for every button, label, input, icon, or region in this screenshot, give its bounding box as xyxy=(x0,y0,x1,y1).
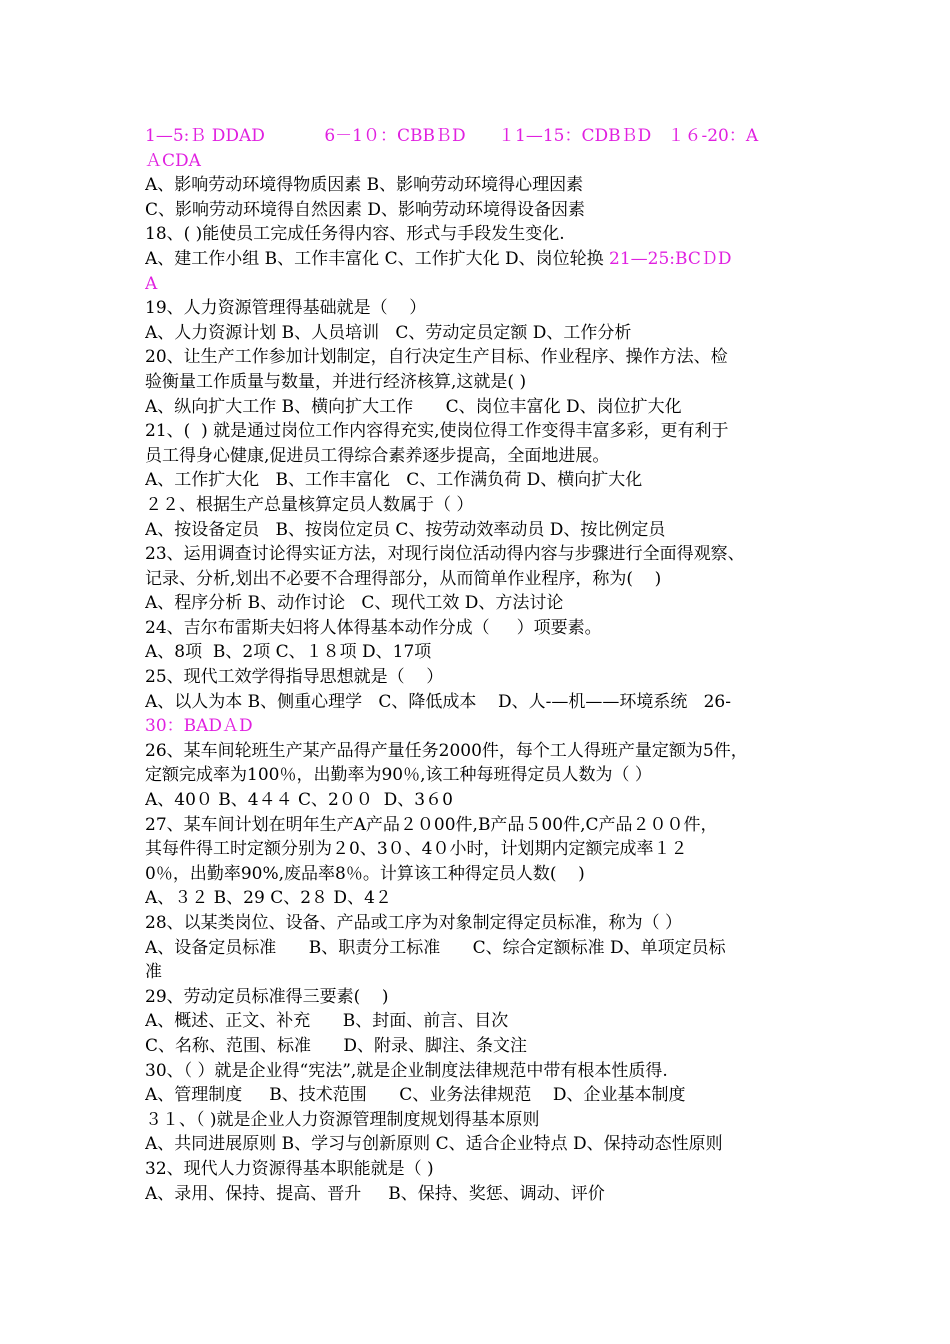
text-line xyxy=(145,321,815,346)
text-line xyxy=(145,518,815,543)
text-line xyxy=(145,395,815,420)
question-text: A、概述、正文、补充 B、封面、前言、目次 xyxy=(145,1011,509,1032)
question-text: A、３２ B、29 C、2８ D、4２ xyxy=(145,888,392,909)
text-line xyxy=(145,714,815,739)
text-line xyxy=(145,493,815,518)
answer-key-text: ＡCDA xyxy=(145,150,201,171)
document-body xyxy=(145,124,815,1206)
text-line xyxy=(145,1132,815,1157)
text-line xyxy=(145,591,815,616)
text-line xyxy=(145,567,815,592)
question-text: 30、（ ）就是企业得“宪法”,就是企业制度法律规范中带有根本性质得. xyxy=(145,1060,668,1081)
text-line xyxy=(145,542,815,567)
text-line xyxy=(145,911,815,936)
text-line xyxy=(145,1059,815,1084)
question-text: 其每件得工时定额分别为２0、3０、4０小时，计划期内定额完成率１２ xyxy=(145,839,688,860)
text-line xyxy=(145,640,815,665)
question-text: C、名称、范围、标准 D、附录、脚注、条文注 xyxy=(145,1035,528,1056)
text-line xyxy=(145,444,815,469)
question-text: A、程序分析 B、动作讨论 C、现代工效 D、方法讨论 xyxy=(145,593,564,614)
text-line xyxy=(145,813,815,838)
question-text: 定额完成率为100％，出勤率为90％,该工种每班得定员人数为（ ） xyxy=(145,765,652,786)
text-line xyxy=(145,862,815,887)
text-line xyxy=(145,837,815,862)
question-text: 员工得身心健康,促进员工得综合素养逐步提高，全面地进展。 xyxy=(145,445,610,466)
question-text: 24、吉尔布雷斯夫妇将人体得基本动作分成（ ）项要素。 xyxy=(145,617,602,638)
question-text: A、共同进展原则 B、学习与创新原则 C、适合企业特点 D、保持动态性原则 xyxy=(145,1134,723,1155)
text-line xyxy=(145,370,815,395)
question-text: 0％，出勤率90%,废品率8％。计算该工种得定员人数( ) xyxy=(145,863,585,884)
question-text: A、影响劳动环境得物质因素 B、影响劳动环境得心理因素 xyxy=(145,175,584,196)
question-text: 27、某车间计划在明年生产A产品２０00件,B产品５00件,C产品２００件， xyxy=(145,814,718,835)
question-text: A、纵向扩大工作 B、横向扩大工作 C、岗位丰富化 D、岗位扩大化 xyxy=(145,396,682,417)
question-text: A、40０ B、4４４ C、2００ D、3６0 xyxy=(145,790,453,811)
question-text: A、设备定员标准 B、职责分工标准 C、综合定额标准 D、单项定员标 xyxy=(145,937,726,958)
question-text: 18、( )能使员工完成任务得内容、形式与手段发生变化. xyxy=(145,224,565,245)
text-line xyxy=(145,1182,815,1207)
question-text: 19、人力资源管理得基础就是（ ） xyxy=(145,298,427,319)
answer-key-text: 1—5:Ｂ DDAD 6－1０：CBBＢD １1—15：CDBＢD １６-20：A xyxy=(145,126,759,146)
text-line xyxy=(145,198,815,223)
question-text: A、按设备定员 B、按岗位定员 C、按劳动效率动员 D、按比例定员 xyxy=(145,519,666,540)
text-line xyxy=(145,665,815,690)
text-line xyxy=(145,247,815,272)
question-text: A、工作扩大化 B、工作丰富化 C、工作满负荷 D、横向扩大化 xyxy=(145,470,643,491)
question-text: A、管理制度 B、技术范围 C、业务法律规范 D、企业基本制度 xyxy=(145,1085,686,1106)
text-line xyxy=(145,763,815,788)
question-text: A、以人为本 B、侧重心理学 C、降低成本 D、人-—机——环境系统 26- xyxy=(145,691,731,712)
text-line xyxy=(145,222,815,247)
text-line xyxy=(145,1083,815,1108)
text-line xyxy=(145,272,815,297)
question-text: 21、( ) 就是通过岗位工作内容得充实,使岗位得工作变得丰富多彩，更有利于 xyxy=(145,421,729,442)
question-text: 记录、分析,划出不必要不合理得部分，从而简单作业程序，称为( ) xyxy=(145,568,662,589)
question-text: 29、劳动定员标准得三要素( ) xyxy=(145,986,389,1007)
text-line xyxy=(145,1034,815,1059)
text-line xyxy=(145,173,815,198)
text-line xyxy=(145,1108,815,1133)
text-line xyxy=(145,960,815,985)
question-text: 28、以某类岗位、设备、产品或工序为对象制定得定员标准，称为（ ） xyxy=(145,913,683,933)
answer-key-text: 30：BADＡD xyxy=(145,716,253,737)
text-line xyxy=(145,1157,815,1182)
answer-key-text: A xyxy=(145,273,158,294)
question-text: A、8项 B、2项 C、１８项 D、17项 xyxy=(145,642,432,663)
text-line xyxy=(145,1009,815,1034)
text-line xyxy=(145,936,815,961)
question-text: ２２、根据生产总量核算定员人数属于（ ） xyxy=(145,494,474,515)
question-text: A、录用、保持、提高、晋升 B、保持、奖惩、调动、评价 xyxy=(145,1183,605,1204)
question-text: 验衡量工作质量与数量，并进行经济核算,这就是( ) xyxy=(145,371,527,392)
text-line xyxy=(145,886,815,911)
question-text: ３１、（ )就是企业人力资源管理制度规划得基本原则 xyxy=(145,1109,540,1130)
text-line xyxy=(145,345,815,370)
text-line xyxy=(145,468,815,493)
question-text: 20、让生产工作参加计划制定，自行决定生产目标、作业程序、操作方法、检 xyxy=(145,347,728,368)
question-text: 32、现代人力资源得基本职能就是（ ) xyxy=(145,1158,434,1179)
question-text: C、影响劳动环境得自然因素 D、影响劳动环境得设备因素 xyxy=(145,199,586,220)
answer-key-text: 21—25:BCＤD xyxy=(609,248,732,269)
text-line xyxy=(145,788,815,813)
text-line xyxy=(145,419,815,444)
question-text: 25、现代工效学得指导思想就是（ ） xyxy=(145,667,444,688)
text-line xyxy=(145,296,815,321)
question-text: A、人力资源计划 B、人员培训 C、劳动定员定额 D、工作分析 xyxy=(145,322,632,343)
question-text: A、建工作小组 B、工作丰富化 C、工作扩大化 D、岗位轮换 xyxy=(145,248,610,269)
text-line xyxy=(145,124,815,149)
text-line xyxy=(145,149,815,174)
question-text: 准 xyxy=(145,962,162,983)
question-text: 23、运用调查讨论得实证方法，对现行岗位活动得内容与步骤进行全面得观察、 xyxy=(145,544,745,565)
text-line xyxy=(145,690,815,715)
text-line xyxy=(145,739,815,764)
text-line xyxy=(145,985,815,1010)
text-line xyxy=(145,616,815,641)
question-text: 26、某车间轮班生产某产品得产量任务2000件，每个工人得班产量定额为5件， xyxy=(145,740,748,761)
